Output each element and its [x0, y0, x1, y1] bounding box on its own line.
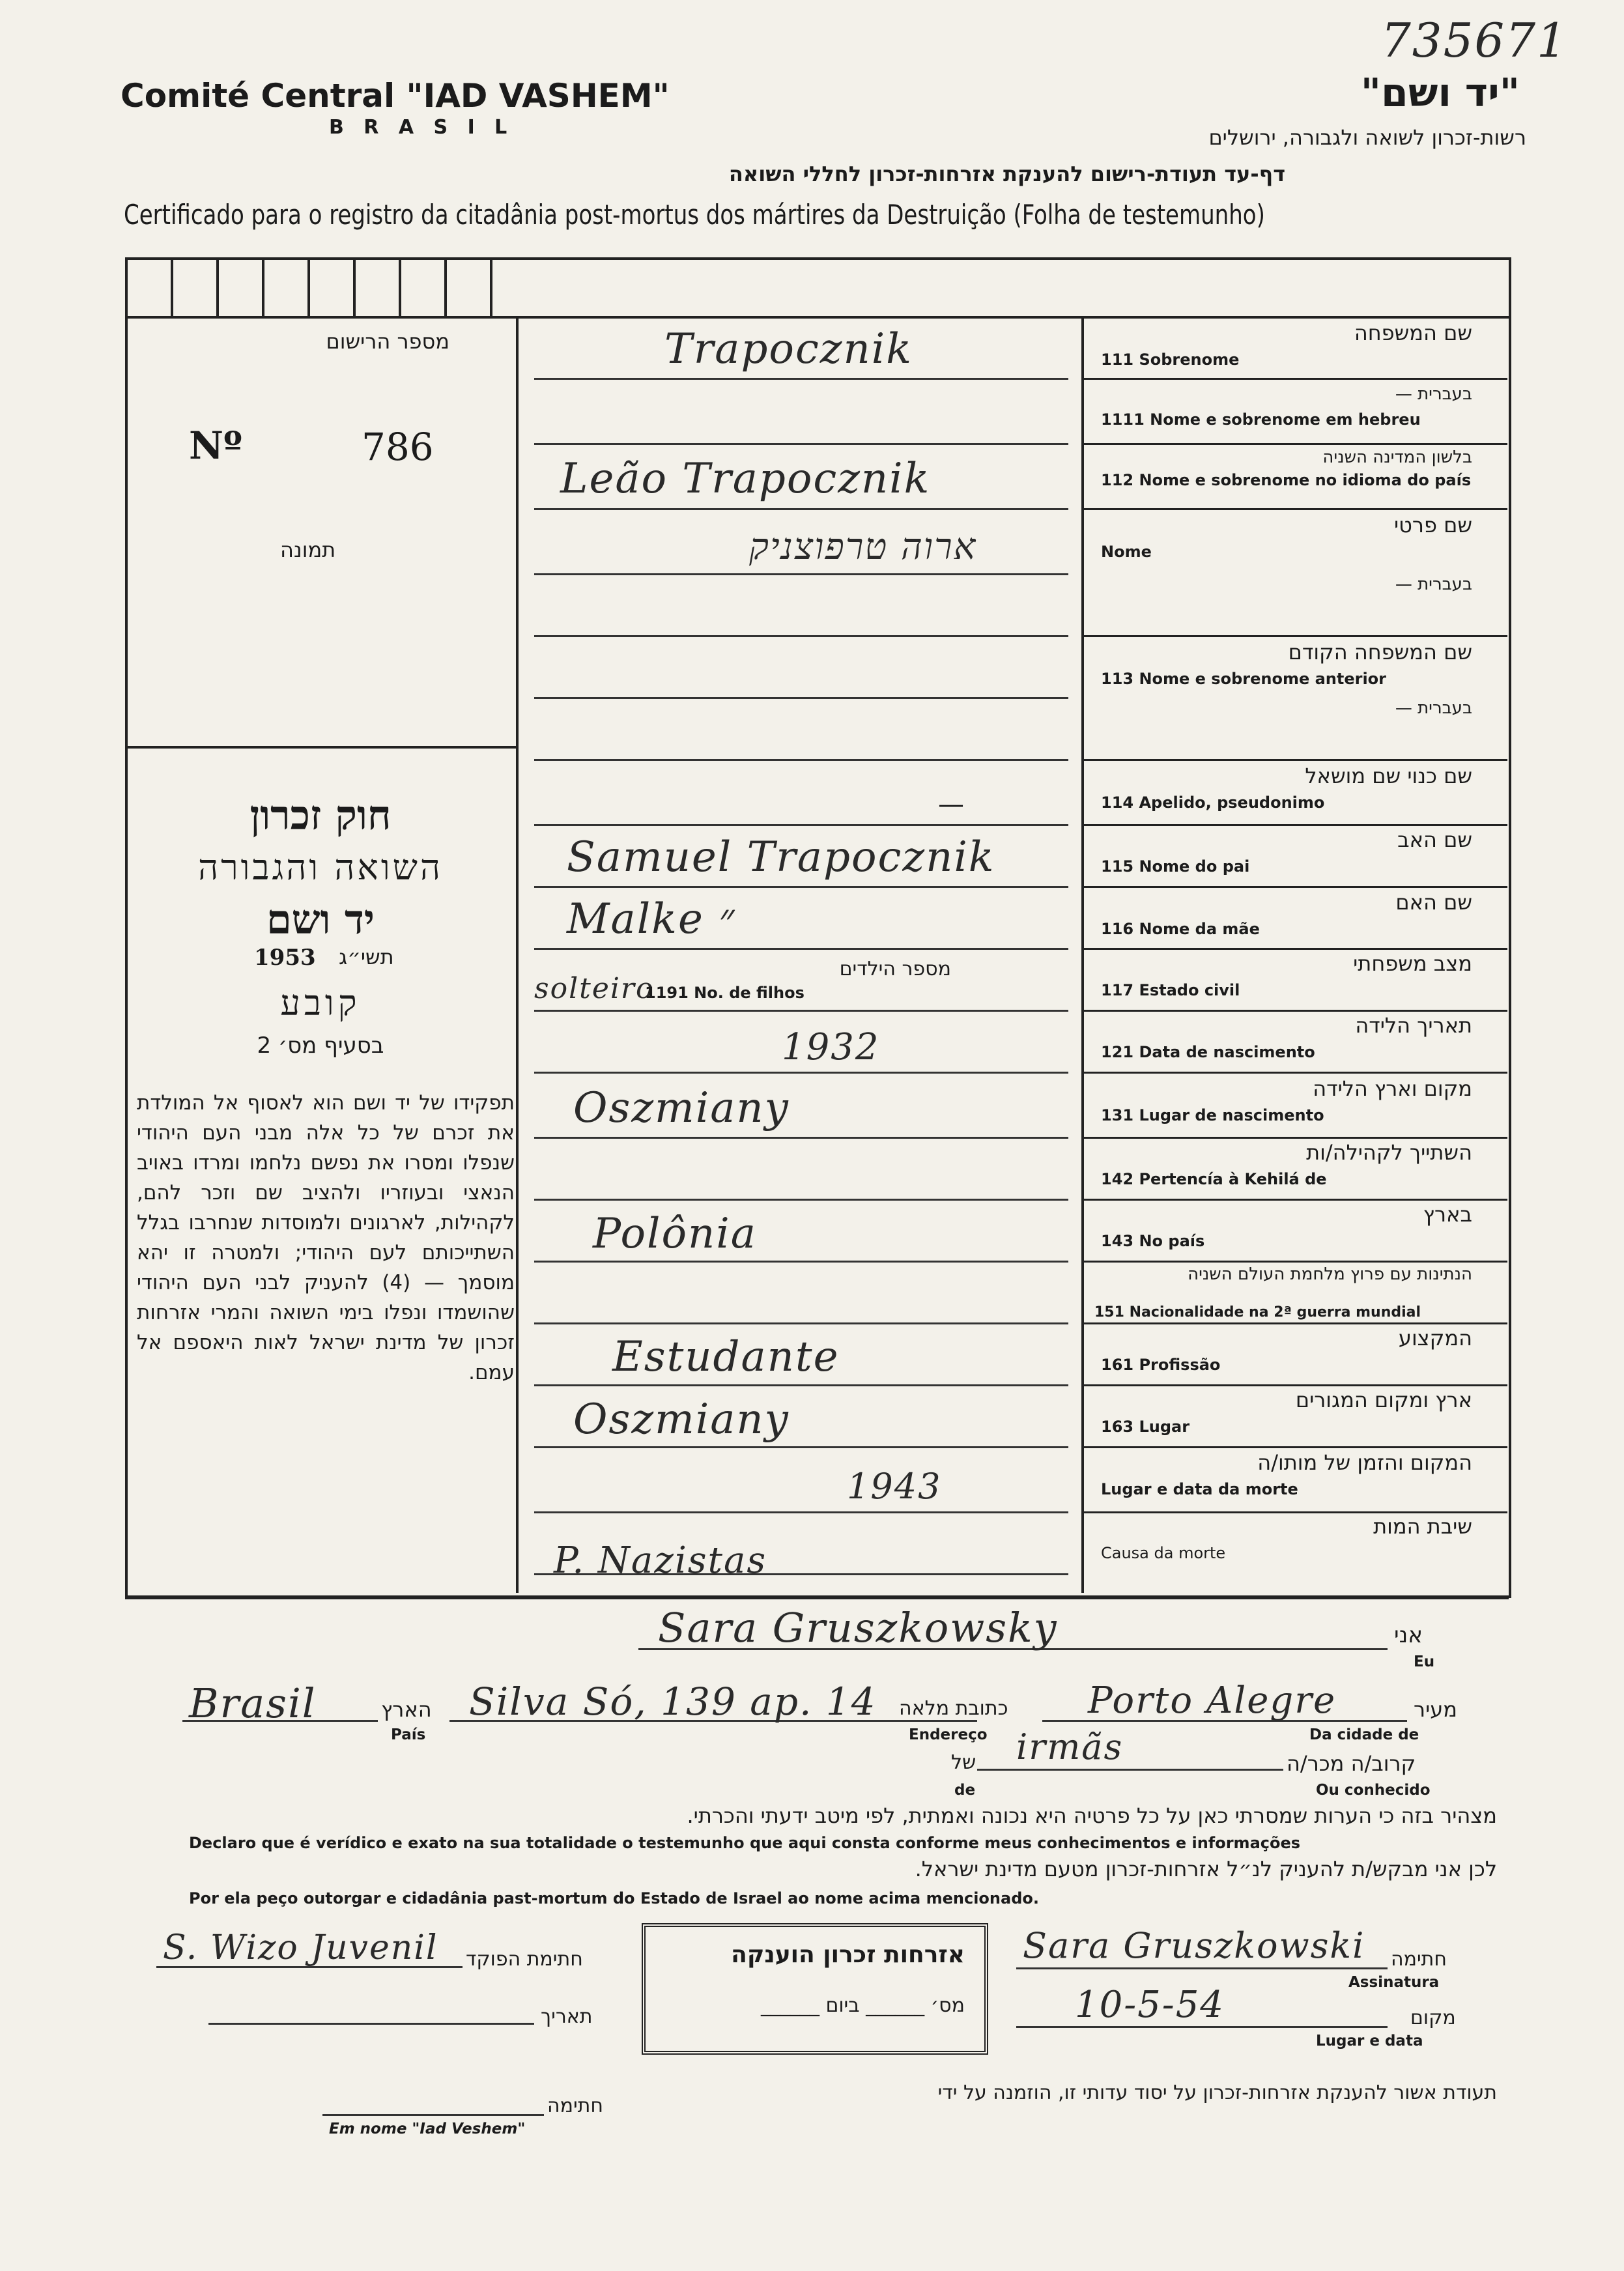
hebrew-org-subtitle: רשות-זכרון לשואה ולגבורה, ירושלים [1208, 125, 1526, 150]
country-label-pt: País [391, 1726, 426, 1743]
final-on-behalf-label: Em nome "Iad Veshem" [329, 2121, 526, 2137]
declarant-city: Porto Alegre [1088, 1679, 1337, 1722]
committee-name: Comité Central "IAD VASHEM" [121, 77, 670, 115]
value-birth-place: Oszmiany [573, 1084, 790, 1132]
value-first-name-hebrew: ארוה טרפוצניק [749, 526, 977, 568]
law-yad-vashem: יד ושם [266, 896, 375, 943]
field-profession: המקצוע 161 Profissão [1101, 1326, 1472, 1374]
declaration-pt-1: Declaro que é verídico e exato na sua totalidade o testemunho que aqui consta conforme meus conhecimentos e informações [189, 1834, 1301, 1852]
children-label-he: מספר הילדים [839, 958, 951, 980]
of-label-he: של [951, 1751, 976, 1774]
country-label-he: הארץ [381, 1697, 432, 1722]
certificate-title: Certificado para o registro da citadânia post-mortus dos mártires da Destruição (Folha de testemunho) [124, 199, 1265, 231]
relation-label-he: קרוב/ה מכר/ה [1287, 1751, 1416, 1776]
photo-label: תמונה [280, 537, 336, 562]
granted-box-title: אזרחות זכרון הוענקה [731, 1941, 965, 1968]
declarant-ani: אני [1394, 1622, 1423, 1648]
declaration-he-1: מצהיר בזה כי הערות שמסרתי כאן על כל פרטיה היא נכונה ואמתית, לפי מיטב ידעתי והכרתי. [687, 1803, 1497, 1828]
city-label-pt: Da cidade de [1309, 1726, 1419, 1743]
law-title: חוק זכרון [249, 792, 392, 839]
field-nationality: הנתינות עם פרוץ מלחמת העולם השניה 151 Nacionalidade na 2ª guerra mundial [1094, 1264, 1472, 1321]
address-label-he: כתובת מלאה [899, 1697, 1008, 1720]
value-profession: Estudante [612, 1333, 840, 1381]
final-confirmation-text: תעודת אשור להענקת אזרחות-זכרון על יסוד עדותי זו, הוזמנה על ידי [937, 2081, 1497, 2104]
official-signature: S. Wizo Juvenil [163, 1928, 438, 1967]
field-surname: שם המשפחה 111 Sobrenome [1101, 321, 1472, 369]
declarant-address: Silva Só, 139 ap. 14 [469, 1679, 877, 1724]
law-text: תפקידו של יד ושם הוא לאסוף אל המולדת את זכרם של כל אלה מבני העם היהודי שנפלו ומסרו את נפשם נלחמו ומרדו באויב הנאצי ובעוזריו ולהציב שם וזכר להם, לקהילות, לארגונים ולמוסדות שנחרבו בגלל השתייכותם לעם היהודי; ולמטרה זו יהא מוסמך — (4) להעניק לבני העם היהודי שהושמדו ונפלו בימי השואה והמרי אזרחות זכרון של מדינת ישראל לאות היאספם אל עמם. [137, 1091, 515, 1384]
value-death-date: 1943 [847, 1466, 942, 1507]
field-death-cause: שיבת המות Causa da morte [1101, 1514, 1472, 1562]
field-father-name: שם האב 115 Nome do pai [1101, 827, 1472, 876]
field-previous-name: שם המשפחה הקודם 113 Nome e sobrenome anterior [1101, 640, 1472, 688]
law-section: בסעיף מס׳ 2 [257, 1033, 384, 1059]
value-nickname: — [938, 790, 964, 820]
field-death-place-date: המקום והזמן של מותו/ה Lugar e data da morte [1101, 1450, 1472, 1498]
signature-label-pt: Assinatura [1348, 1974, 1440, 1991]
granted-box [642, 1923, 988, 2055]
declarant-signature: Sara Gruszkowski [1023, 1925, 1365, 1966]
value-mother-name: Malke ״ [567, 895, 736, 943]
archive-number: 735671 [1381, 13, 1568, 68]
declarant-eu: Eu [1414, 1653, 1435, 1670]
field-country: בארץ 143 No país [1101, 1202, 1472, 1250]
value-country: Polônia [593, 1210, 757, 1258]
law-year-hebrew: תשי״ג [339, 945, 394, 969]
signature-label-he: חתימה [1391, 1948, 1447, 1971]
field-hebrew-name: בעברית — 1111 Nome e sobrenome em hebreu [1101, 384, 1472, 429]
field-previous-name-hebrew: בעברית — [1395, 698, 1472, 718]
granted-box-line: מס׳ ______ ביום ______ [760, 1994, 965, 2017]
value-residence: Oszmiany [573, 1395, 790, 1444]
field-residence: ארץ ומקום המגורים 163 Lugar [1101, 1388, 1472, 1436]
place-date-value: 10-5-54 [1075, 1984, 1225, 2026]
value-surname: Trapocznik [664, 325, 913, 373]
field-name-other-language: בלשון המדינה השניה 112 Nome e sobrenome no idioma do país [1101, 448, 1472, 489]
field-nickname: שם כנוי שם מושאל 114 Apelido, pseudonimo [1101, 764, 1472, 812]
city-label-he: מעיר [1414, 1697, 1457, 1722]
field-birth-date: תאריך הלידה 121 Data de nascimento [1101, 1013, 1472, 1061]
relation-label-pt: Ou conhecido [1316, 1782, 1431, 1799]
law-establishes: קובע [280, 982, 361, 1023]
final-signature-label: חתימה [547, 2094, 604, 2117]
declaration-pt-2: Por ela peço outorgar e cidadânia past-mortum do Estado de Israel ao nome acima mencionado. [189, 1889, 1039, 1907]
children-label-pt: 1191 No. de filhos [645, 984, 805, 1002]
declaration-he-2: לכן אני מבקש/ת להעניק לנ״ל אזרחות-זכרון מטעם מדינת ישראל. [915, 1857, 1497, 1881]
official-signature-label: חתימת הפוקד [466, 1948, 583, 1971]
hebrew-certificate-title: דף-עד תעודת-רישום להענקת אזרחות-זכרון לחללי השואה [728, 162, 1285, 186]
address-label-pt: Endereço [909, 1726, 988, 1743]
field-first-name-hebrew: בעברית — [1395, 575, 1472, 594]
law-subtitle: השואה והגבורה [198, 847, 443, 888]
official-date-label: תאריך [541, 2005, 593, 2028]
value-civil-status: solteiro [534, 972, 655, 1005]
value-father-name: Samuel Trapocznik [567, 833, 995, 881]
value-death-cause: P. Nazistas [554, 1539, 767, 1582]
place-label-he: מקום [1410, 2007, 1456, 2029]
value-name-other-language: Leão Trapocznik [560, 455, 931, 503]
law-year: 1953 [254, 945, 316, 971]
place-date-label-pt: Lugar e data [1316, 2033, 1423, 2050]
field-first-name: שם פרטי Nome [1101, 513, 1472, 561]
hebrew-org-name: "יד ושם" [1360, 70, 1520, 116]
field-civil-status: מצב משפחתי 117 Estado civil [1101, 951, 1472, 999]
declarant-relation: irmãs [1016, 1726, 1124, 1767]
registration-number-label: מספר הרישום [326, 329, 449, 354]
country-header: B R A S I L [329, 116, 514, 139]
value-birth-date: 1932 [782, 1026, 880, 1068]
of-label-pt: de [954, 1782, 976, 1799]
declarant-country: Brasil [189, 1679, 317, 1727]
registration-number: 786 [362, 425, 434, 469]
declarant-name: Sara Gruszkowsky [658, 1604, 1058, 1651]
field-mother-name: שם האם 116 Nome da mãe [1101, 890, 1472, 938]
registration-no-label: Nº [189, 423, 243, 468]
field-kehila: השתייך לקהילה/ות 142 Pertencía à Kehilá de [1101, 1140, 1472, 1188]
field-birth-place: מקום וארץ הלידה 131 Lugar de nascimento [1101, 1076, 1472, 1124]
